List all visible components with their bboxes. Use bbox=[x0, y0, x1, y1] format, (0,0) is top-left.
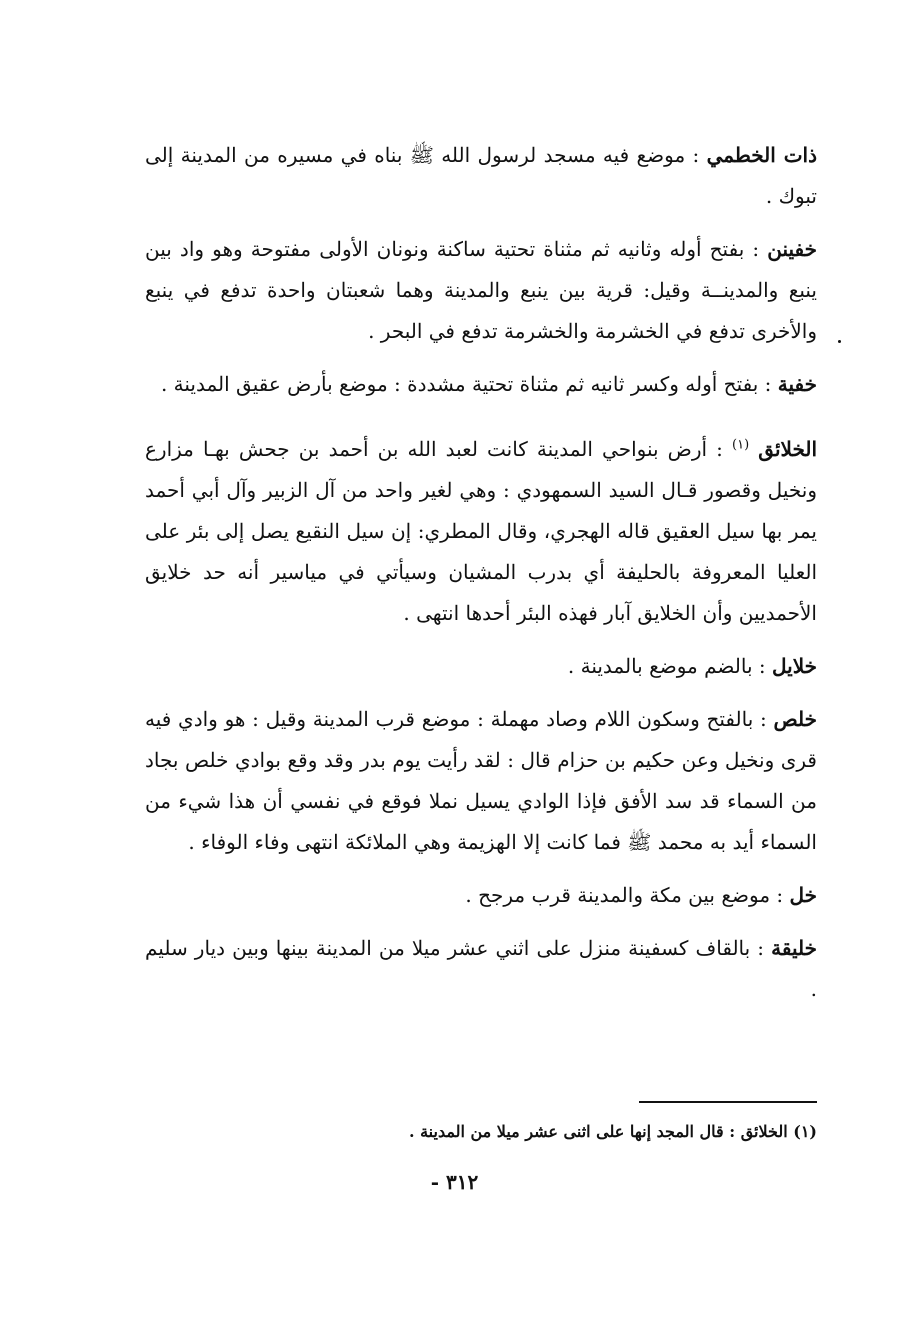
page-body bbox=[145, 135, 817, 1022]
footnote-marker: (١) bbox=[732, 437, 750, 453]
entry-term: الخلائق bbox=[758, 437, 818, 461]
entry-text: : موضع بين مكة والمدينة قرب مرجح . bbox=[465, 883, 790, 907]
entry-khafinan bbox=[145, 229, 817, 352]
margin-dot bbox=[838, 340, 841, 343]
entry-text: : بالفتح وسكون اللام وصاد مهملة : موضع قرب المدينة وقيل : هو وادي فيه قرى ونخيل وعن حكيم بن حزام قال : لقد رأيت يوم بدر وقد وقع بوادي خلص بجاد من السماء قد سد الأفق فإذا الوادي يسيل نملا فوقع في نفسي أن هذا شيء من السماء أيد به محمد ﷺ فما كانت إلا الهزيمة وهي الملائكة انتهى وفاء الوفاء . bbox=[145, 707, 817, 854]
entry-term: خلص bbox=[773, 707, 817, 731]
entry-term: خلايل bbox=[771, 654, 817, 678]
entry-khaliqa bbox=[145, 928, 817, 1010]
entry-text: : أرض بنواحي المدينة كانت لعبد الله بن أحمد بن جحش بهـا مزارع ونخيل وقصور قـال السيد السمهودي : وهي لغير واحد من آل الزبير وآل أبي أحمد يمر بها سيل العقيق قاله الهجري، وقال المطري: إن سيل النقيع يصل إلى بئر على العليا المعروفة بالحليفة أي بدرب المشيان وسيأتي في مياسير أنه حد خلايق الأحمديين وأن الخلايق آبار فهذه البئر أحدها انتهى . bbox=[145, 437, 817, 625]
entry-term: ذات الخطمي bbox=[706, 143, 818, 167]
entry-text: : بالقاف كسفينة منزل على اثني عشر ميلا من المدينة بينها وبين ديار سليم . bbox=[145, 936, 817, 1001]
entry-term: خليقة bbox=[771, 936, 817, 960]
entry-khal bbox=[145, 875, 817, 916]
entry-dhat-al-khatmi bbox=[145, 135, 817, 217]
entry-khafiyya bbox=[145, 364, 817, 405]
entry-text: : بالضم موضع بالمدينة . bbox=[567, 654, 772, 678]
entry-khalas bbox=[145, 699, 817, 863]
entry-khalayil bbox=[145, 646, 817, 687]
entry-term: خفينن bbox=[767, 237, 817, 261]
entry-text: : موضع فيه مسجد لرسول الله ﷺ بناه في مسيره من المدينة إلى تبوك . bbox=[145, 143, 817, 208]
footnote: (١) الخلائق : قال المجد إنها على اثنى عشر ميلا من المدينة . bbox=[408, 1122, 817, 1141]
footnote-divider bbox=[639, 1101, 817, 1103]
entry-text: : بفتح أوله وكسر ثانيه ثم مثناة تحتية مشددة : موضع بأرض عقيق المدينة . bbox=[160, 372, 778, 396]
entry-term: خفية bbox=[777, 372, 817, 396]
page-number: ٣١٢ - bbox=[430, 1170, 479, 1194]
entry-term: خل bbox=[789, 883, 817, 907]
entry-text: : بفتح أوله وثانيه ثم مثناة تحتية ساكنة ونونان الأولى مفتوحة وهو واد بين ينبع والمدينــة وقيل: قرية بين ينبع والمدينة وهما شعبتان واحدة تدفع في ينبع والأخرى تدفع في الخشرمة والخشرمة تدفع في البحر . bbox=[145, 237, 817, 343]
entry-al-khalaiq bbox=[145, 429, 817, 634]
